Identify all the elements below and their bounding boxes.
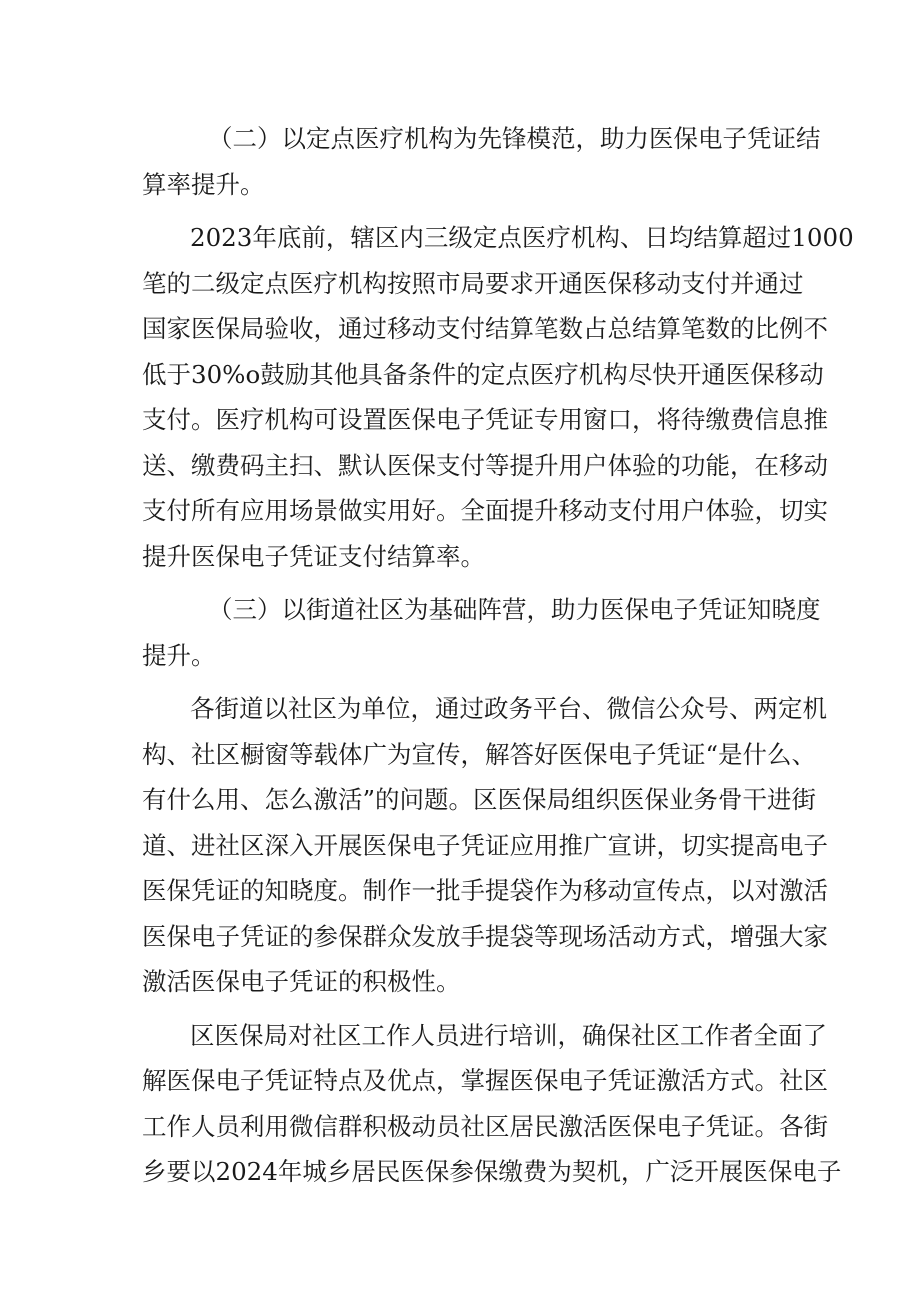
text-line: 乡要以2024年城乡居民医保参保缴费为契机，广泛开展医保电子 [142,1157,842,1186]
text-line: 区医保局对社区工作人员进行培训，确保社区工作者全面了 [190,1020,827,1050]
text-line: 国家医保局验收，通过移动支付结算笔数占总结算笔数的比例不 [142,314,828,343]
text-line: 各街道以社区为单位，通过政务平台、微信公众号、两定机 [190,694,827,723]
section-heading-3 [142,587,821,678]
text-line: 道、进社区深入开展医保电子凭证应用推广宣讲，切实提高电子 [142,830,828,860]
text-line: 低于30%o鼓励其他具备条件的定点医疗机构尽快开通医保移动 [142,359,824,389]
body-paragraph-2 [142,686,828,1005]
text-line: 医保凭证的知晓度。制作一批手提袋作为移动宣传点，以对激活 [142,876,828,905]
text-line: （三）以街道社区为基础阵营，助力医保电子凭证知晓度 [208,595,821,624]
text-line: 送、缴费码主扫、默认医保支付等提升用户体验的功能，在移动 [142,450,828,480]
text-line: （二）以定点医疗机构为先锋模范，助力医保电子凭证结 [208,124,821,153]
text-line: 支付所有应用场景做实用好。全面提升移动支付用户体验，切实 [142,496,828,525]
section-heading-2 [142,116,821,207]
text-line: 工作人员利用微信群积极动员社区居民激活医保电子凭证。各街 [142,1111,828,1141]
text-line: 算率提升。 [142,169,265,199]
body-paragraph-1 [142,215,854,579]
text-line: 提升。 [142,640,216,670]
text-line: 医保电子凭证的参保群众发放手提袋等现场活动方式，增强大家 [142,921,828,951]
text-line: 有什么用、怎么激活”的问题。区医保局组织医保业务骨干进街 [142,785,817,814]
text-line: 构、社区橱窗等载体广为宣传，解答好医保电子凭证“是什么、 [142,739,817,769]
text-line: 笔的二级定点医疗机构按照市局要求开通医保移动支付并通过 [142,268,804,298]
document-body [142,116,854,1195]
text-line: 2023年底前，辖区内三级定点医疗机构、日均结算超过1000 [190,223,854,252]
text-line: 激活医保电子凭证的积极性。 [142,967,461,996]
text-line: 解医保电子凭证特点及优点，掌握医保电子凭证激活方式。社区 [142,1066,828,1095]
text-line: 支付。医疗机构可设置医保电子凭证专用窗口，将待缴费信息推 [142,405,828,434]
body-paragraph-3 [142,1013,842,1195]
text-line: 提升医保电子凭证支付结算率。 [142,541,485,571]
